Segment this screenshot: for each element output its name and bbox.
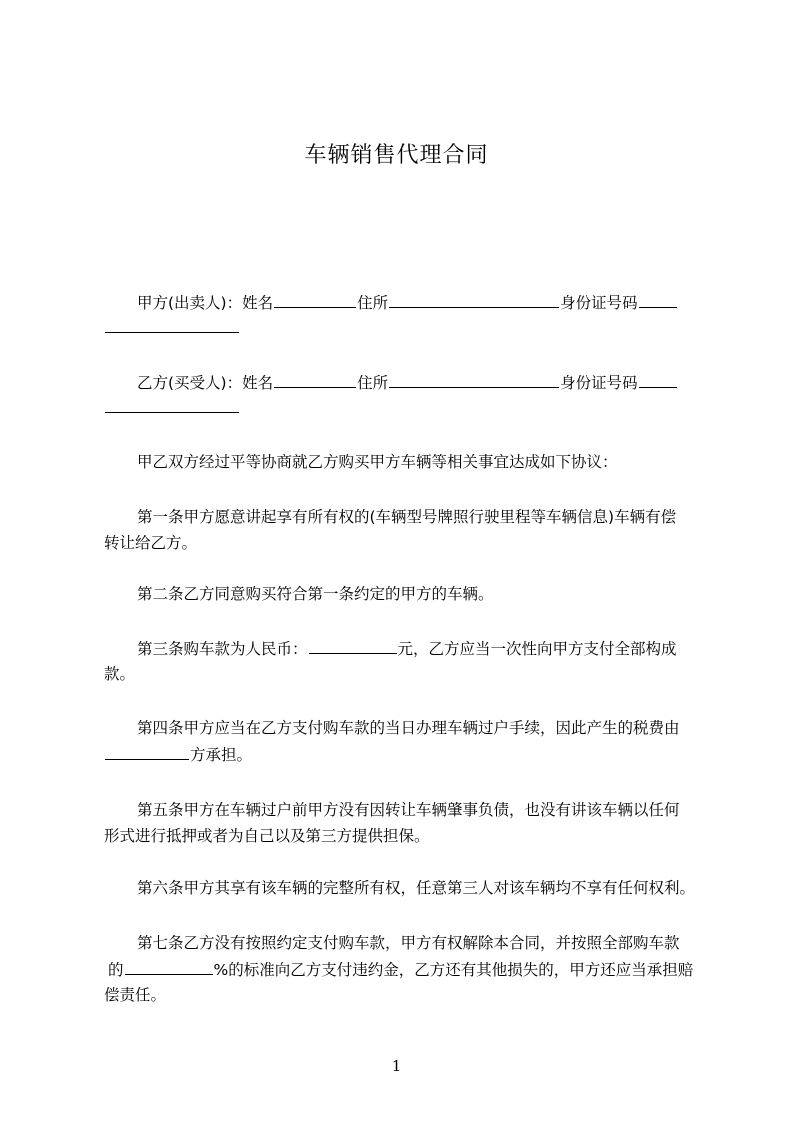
article-1-line-1: 第一条甲方愿意讲起享有所有权的(车辆型号牌照行驶里程等车辆信息)车辆有偿: [137, 508, 677, 526]
penalty-percent-blank: [125, 959, 213, 975]
article-5-line-1: 第五条甲方在车辆过户前甲方没有因转让车辆肇事负债，也没有讲该车辆以任何: [137, 801, 680, 819]
article-7-suffix: %的标准向乙方支付违约金，乙方还有其他损失的，甲方还应当承担赔: [213, 961, 694, 979]
tax-party-blank: [105, 744, 189, 760]
article-2: 第二条乙方同意购买符合第一条约定的甲方的车辆。: [137, 585, 494, 603]
party-b-address-blank: [389, 372, 559, 388]
article-4-suffix: 方承担。: [190, 746, 253, 764]
party-a-address-blank: [389, 292, 559, 308]
party-a-line: [104, 292, 737, 313]
party-b-name-label: 乙方(买受人)：姓名: [137, 374, 274, 392]
article-3-suffix: 元，乙方应当一次性向甲方支付全部构成: [397, 640, 677, 658]
party-b-address-label: 住所: [357, 374, 389, 392]
party-b-id-continuation: [104, 397, 704, 418]
article-6: 第六条甲方其享有该车辆的完整所有权，任意第三人对该车辆均不享有任何权利。: [137, 879, 696, 897]
document-title: 车辆销售代理合同: [304, 143, 489, 168]
party-b-id-label: 身份证号码: [560, 374, 638, 392]
article-3-line-2: 款。: [104, 665, 136, 683]
article-3-prefix: 第三条购车款为人民币：: [137, 640, 308, 658]
party-a-name-label: 甲方(出卖人)：姓名: [137, 294, 274, 312]
article-4-line-2: [104, 744, 704, 765]
article-3-line-1: [104, 638, 737, 659]
party-a-address-label: 住所: [357, 294, 389, 312]
party-a-id-blank: [639, 292, 677, 308]
party-b-id-blank: [639, 372, 677, 388]
party-b-name-blank: [274, 372, 356, 388]
party-a-id-blank-2: [105, 317, 239, 333]
price-blank: [309, 638, 397, 654]
article-7-line-2: [104, 959, 708, 980]
party-a-id-continuation: [104, 317, 704, 338]
article-7-line-1: 第七条乙方没有按照约定支付购车款，甲方有权解除本合同，并按照全部购车款: [137, 934, 680, 952]
page-number: 1: [391, 1057, 402, 1075]
party-b-line: [104, 372, 737, 393]
party-a-id-label: 身份证号码: [560, 294, 638, 312]
article-7-line-3: 偿责任。: [104, 986, 167, 1004]
party-a-name-blank: [274, 292, 356, 308]
article-1-line-2: 转让给乙方。: [104, 534, 198, 552]
article-5-line-2: 形式进行抵押或者为自己以及第三方提供担保。: [104, 827, 430, 845]
article-4-line-1: 第四条甲方应当在乙方支付购车款的当日办理车辆过户手续，因此产生的税费由: [137, 719, 680, 737]
party-b-id-blank-2: [105, 397, 239, 413]
article-7-prefix: 的: [108, 961, 124, 979]
intro-paragraph: 甲乙双方经过平等协商就乙方购买甲方车辆等相关事宜达成如下协议：: [137, 453, 618, 471]
